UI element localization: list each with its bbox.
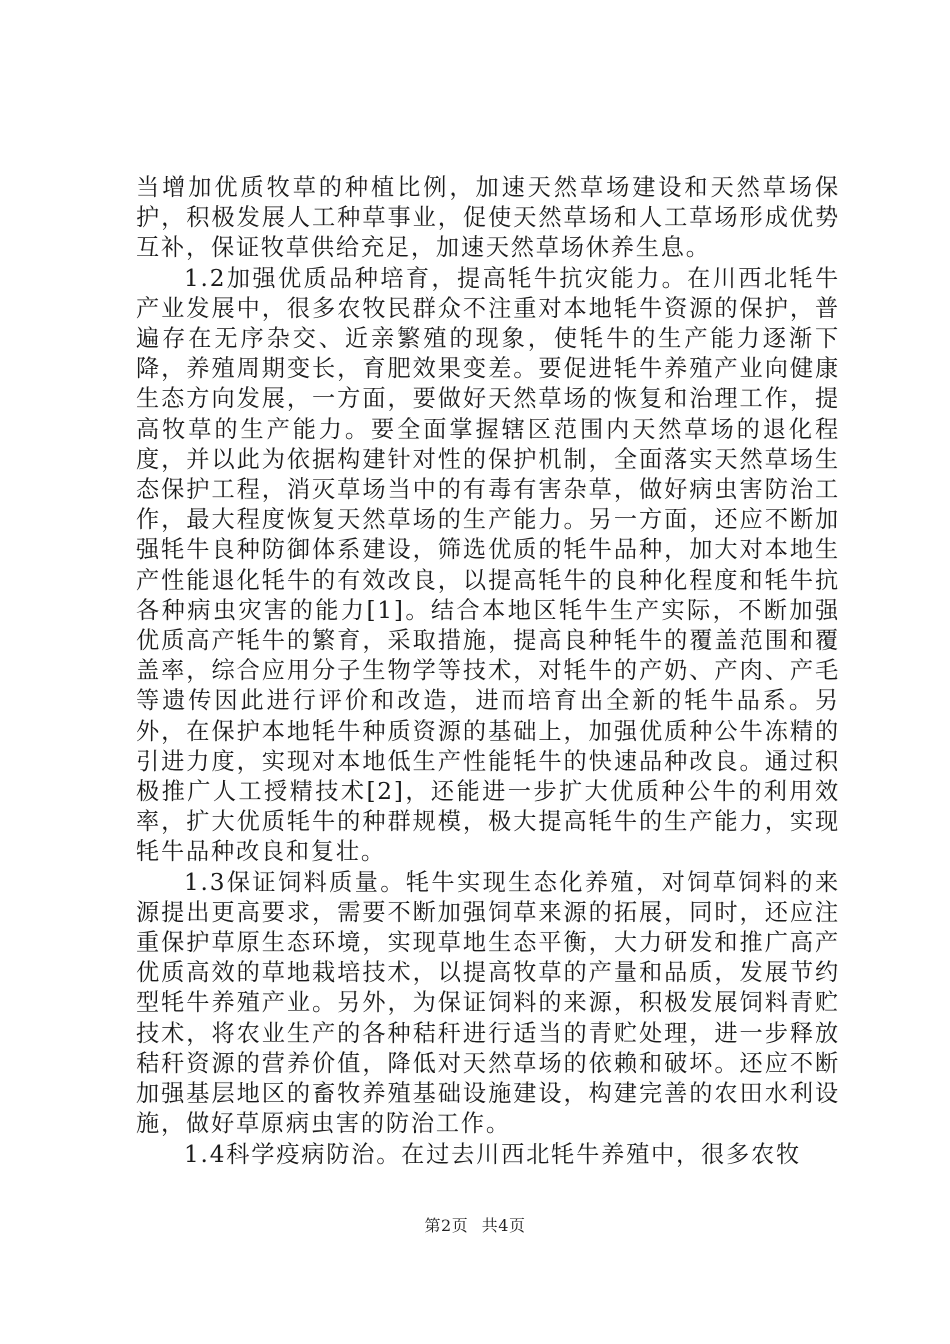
paragraph-section-1-2: 1.2加强优质品种培育，提高牦牛抗灾能力。在川西北牦牛产业发展中，很多农牧民群众不注重对本地牦牛资源的保护，普遍存在无序杂交、近亲繁殖的现象，使牦牛的生产能力逐渐下降，养殖周期变长，育肥效果变差。要促进牦牛养殖产业向健康生态方向发展，一方面，要做好天然草场的恢复和治理工作，提高牧草的生产能力。要全面掌握辖区范围内天然草场的退化程度，并以此为依据构建针对性的保护机制，全面落实天然草场生态保护工程，消灭草场当中的有毒有害杂草，做好病虫害防治工作，最大程度恢复天然草场的生产能力。另一方面，还应不断加强牦牛良种防御体系建设，筛选优质的牦牛品种，加大对本地生产性能退化牦牛的有效改良，以提高牦牛的良种化程度和牦牛抗各种病虫灾害的能力[1]。结合本地区牦牛生产实际，不断加强优质高产牦牛的繁育，采取措施，提高良种牦牛的覆盖范围和覆盖率，综合应用分子生物学等技术，对牦牛的产奶、产肉、产毛等遗传因此进行评价和改造，进而培育出全新的牦牛品系。另外，在保护本地牦牛种质资源的基础上，加强优质种公牛冻精的引进力度，实现对本地低生产性能牦牛的快速品种改良。通过积极推广人工授精技术[2]，还能进一步扩大优质种公牛的利用效率，扩大优质牦牛的种群规模，极大提高牦牛的生产能力，实现牦牛品种改良和复壮。	[136, 264, 840, 866]
document-body	[136, 173, 840, 1170]
page-footer	[0, 1213, 950, 1236]
paragraph-section-1-4: 1.4科学疫病防治。在过去川西北牦牛养殖中，很多农牧	[184, 1140, 801, 1168]
page-number: 第2页	[424, 1216, 469, 1235]
page-total: 共4页	[481, 1216, 526, 1235]
paragraph-continuation: 当增加优质牧草的种植比例，加速天然草场建设和天然草场保护，积极发展人工种草事业，促使天然草场和人工草场形成优势互补，保证牧草供给充足，加速天然草场休养生息。	[136, 174, 840, 262]
paragraph-section-1-3: 1.3保证饲料质量。牦牛实现生态化养殖，对饲草饲料的来源提出更高要求，需要不断加强饲草来源的拓展，同时，还应注重保护草原生态环境，实现草地生态平衡，大力研发和推广高产优质高效的草地栽培技术，以提高牧草的产量和品质，发展节约型牦牛养殖产业。另外，为保证饲料的来源，积极发展饲料青贮技术，将农业生产的各种秸秆进行适当的青贮处理，进一步释放秸秆资源的营养价值，降低对天然草场的依赖和破坏。还应不断加强基层地区的畜牧养殖基础设施建设，构建完善的农田水利设施，做好草原病虫害的防治工作。	[136, 868, 840, 1138]
